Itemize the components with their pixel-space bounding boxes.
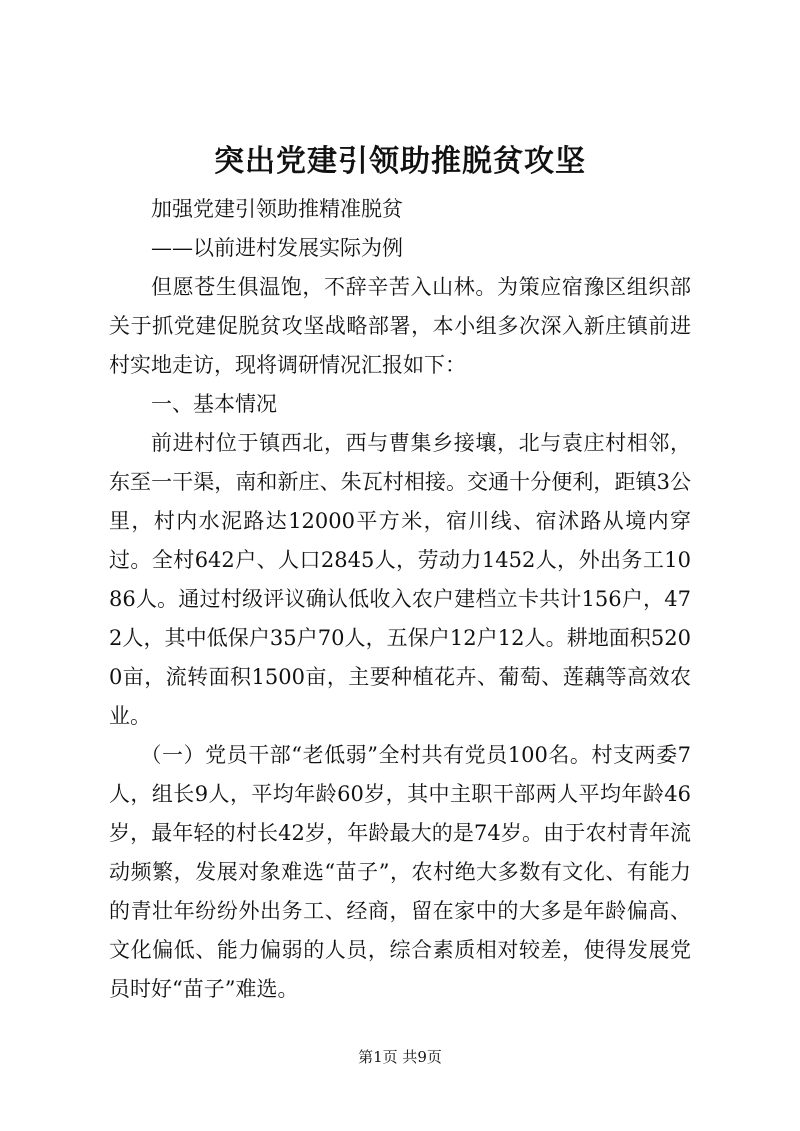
page-number-footer: 第1页 共9页 — [358, 1048, 442, 1066]
party-cadre-paragraph: （一）党员干部“老低弱”全村共有党员100名。村支两委7人，组长9人，平均年龄60岁，其中主职干部两人平均年龄46岁，最年轻的村长42岁，年龄最大的是74岁。由于农村青年流动频繁，发展对象难选“苗子”，农村绝大多数有文化、有能力的青壮年纷纷外出务工、经商，留在家中的大多是年龄偏高、文化偏低、能力偏弱的人员，综合素质相对较差，使得发展党员时好“苗子”难选。 — [109, 743, 691, 1001]
document-title: 突出党建引领助推脱贫攻坚 — [214, 144, 586, 179]
basic-info-paragraph: 前进村位于镇西北，西与曹集乡接壤，北与袁庄村相邻，东至一干渠，南和新庄、朱瓦村相接。交通十分便利，距镇3公里，村内水泥路达12000平方米，宿川线、宿沭路从境内穿过。全村642户、人口2845人，劳动力1452人，外出务工1086人。通过村级评议确认低收入农户建档立卡共计156户，472人，其中低保户35户70人，五保户12户12人。耕地面积5200亩，流转面积1500亩，主要种植花卉、葡萄、莲藕等高效农业。 — [109, 431, 691, 728]
subtitle-line: 加强党建引领助推精准脱贫 — [151, 197, 403, 221]
section-heading-basic-info: 一、基本情况 — [151, 392, 277, 416]
subtitle-example-line: ——以前进村发展实际为例 — [151, 236, 403, 260]
intro-paragraph: 但愿苍生俱温饱，不辞辛苦入山林。为策应宿豫区组织部关于抓党建促脱贫攻坚战略部署，本小组多次深入新庄镇前进村实地走访，现将调研情况汇报如下： — [109, 275, 691, 377]
document-body — [109, 190, 691, 1009]
